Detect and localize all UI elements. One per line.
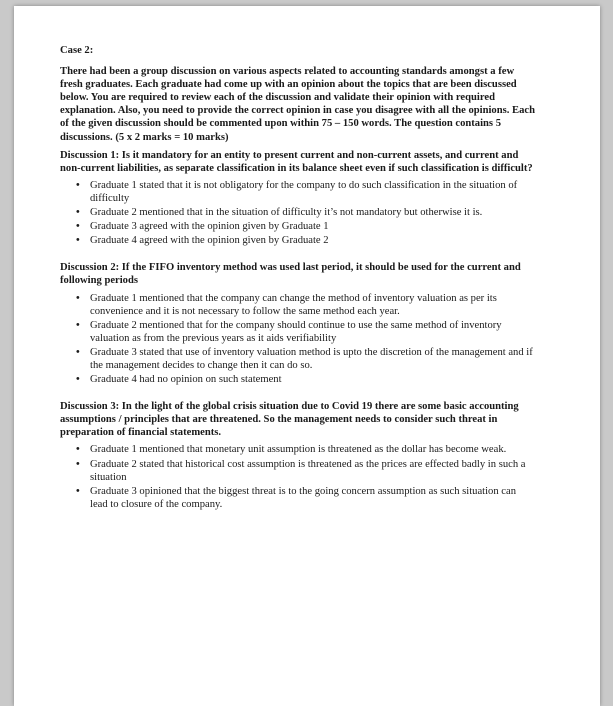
bullet-icon: • — [76, 374, 80, 386]
list-item — [76, 292, 535, 318]
opinion-text: Graduate 1 stated that it is not obligatory for the company to do such classification in the situation of difficulty — [90, 179, 518, 204]
bullet-icon: • — [76, 458, 80, 470]
bullet-icon: • — [76, 485, 80, 497]
opinion-list — [60, 443, 535, 510]
list-item — [76, 220, 535, 233]
bullet-icon: • — [76, 292, 80, 304]
document-page — [14, 6, 600, 706]
bullet-icon: • — [76, 319, 80, 331]
list-item — [76, 443, 535, 456]
bullet-icon: • — [76, 207, 80, 219]
bullet-icon: • — [76, 235, 80, 247]
opinion-text: Graduate 2 stated that historical cost assumption is threatened as the prices are effected badly in such a situation — [90, 458, 526, 483]
discussion-2 — [60, 261, 535, 386]
list-item — [76, 206, 535, 219]
opinion-text: Graduate 3 agreed with the opinion given by Graduate 1 — [90, 221, 329, 233]
bullet-icon: • — [76, 221, 80, 233]
opinion-text: Graduate 1 mentioned that monetary unit assumption is threatened as the dollar has become weak. — [90, 444, 507, 456]
opinion-text: Graduate 3 opinioned that the biggest threat is to the going concern assumption as such situation can lead to closure of the company. — [90, 485, 517, 510]
discussion-3 — [60, 400, 535, 511]
opinion-text: Graduate 2 mentioned that in the situation of difficulty it’s not mandatory but otherwise it is. — [90, 207, 483, 219]
opinion-text: Graduate 4 had no opinion on such statement — [90, 374, 282, 386]
discussion-question: Discussion 3: In the light of the global crisis situation due to Covid 19 there are some basic accounting assumptions / principles that are threatened. So the management needs to consider such threat in preparation of financial statements. — [60, 401, 519, 439]
list-item — [76, 179, 535, 205]
document-content — [60, 44, 535, 525]
case-instructions: There had been a group discussion on various aspects related to accounting standards amongst a few fresh graduates. Each graduate had come up with an opinion about the topics that are been discussed below. You are required to review each of the discussion and validate their opinion with required explanation. Also, you need to provide the correct opinion in case you disagree with all the opinions. Each of the given discussion should be commented upon within 75 – 150 words. The question contains 5 discussions. (5 x 2 marks = 10 marks) — [60, 66, 535, 143]
bullet-icon: • — [76, 179, 80, 191]
list-item — [76, 346, 535, 372]
opinion-text: Graduate 1 mentioned that the company can change the method of inventory valuation as per its convenience and it is not necessary to follow the same method each year. — [90, 292, 497, 317]
opinion-list — [60, 179, 535, 247]
discussion-1 — [60, 149, 535, 248]
discussion-question: Discussion 1: Is it mandatory for an entity to present current and non-current assets, and current and non-current liabilities, as separate classification in its balance sheet even if such classification is difficult? — [60, 149, 533, 174]
bullet-icon: • — [76, 346, 80, 358]
list-item — [76, 485, 535, 511]
bullet-icon: • — [76, 444, 80, 456]
opinion-list — [60, 292, 535, 387]
list-item — [76, 234, 535, 247]
opinion-text: Graduate 2 mentioned that for the company should continue to use the same method of inventory valuation as from the previous years as it aids verifiability — [90, 319, 502, 344]
opinion-text: Graduate 4 agreed with the opinion given by Graduate 2 — [90, 235, 329, 247]
list-item — [76, 373, 535, 386]
opinion-text: Graduate 3 stated that use of inventory valuation method is upto the discretion of the management and if the management decides to change then it can do so. — [90, 346, 533, 371]
list-item — [76, 319, 535, 345]
list-item — [76, 458, 535, 484]
discussion-question: Discussion 2: If the FIFO inventory method was used last period, it should be used for the current and following periods — [60, 262, 521, 287]
case-title: Case 2: — [60, 45, 94, 56]
